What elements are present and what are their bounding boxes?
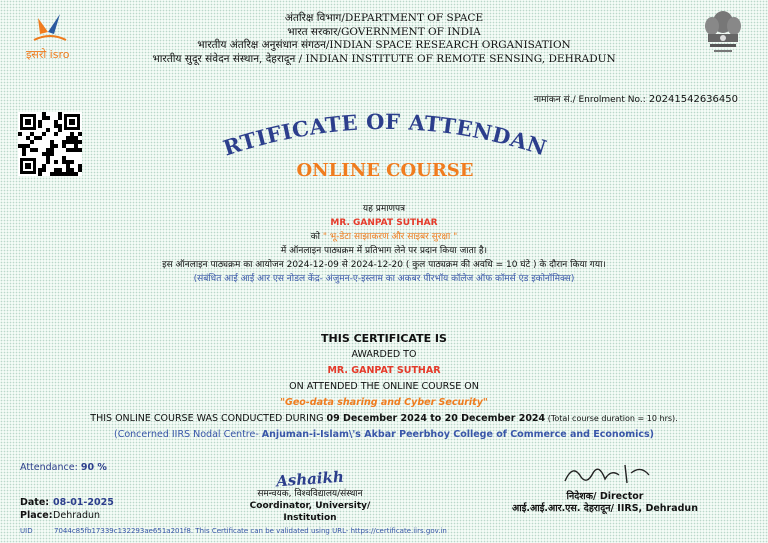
director-title: निदेशक/ Director (566, 491, 644, 502)
header-line-2: भारत सरकार/GOVERNMENT OF INDIA (287, 25, 481, 38)
header-line-1: अंतरिक्ष विभाग/DEPARTMENT OF SPACE (284, 12, 484, 24)
uid-value: 7044c85fb17339c132293ae651a201f8. This Certificate can be validated using URL- https://certificate.iirs.gov.in (54, 527, 447, 535)
hindi-line-3 (0, 230, 768, 244)
english-course-dates: 09 December 2024 to 20 December 2024 (326, 413, 546, 424)
uid-label: UID (20, 527, 33, 535)
director-signature-block (505, 455, 705, 515)
national-emblem-icon (700, 8, 746, 70)
date-place (20, 496, 114, 522)
place-value: Dehradun (53, 510, 101, 521)
english-nodal-centre: Anjuman-i-Islam\'s Akbar Peerbhoy College of Commerce and Economics) (261, 429, 655, 440)
enrolment-value: 20241542636450 (648, 94, 738, 105)
english-line-4: ON ATTENDED THE ONLINE COURSE ON (289, 381, 479, 392)
header-line-4: भारतीय सुदूर संवेदन संस्थान, देहरादून / INDIAN INSTITUTE OF REMOTE SENSING, DEHRADUN (152, 52, 616, 65)
svg-text:CERTIFICATE OF ATTENDANCE (200, 100, 550, 161)
hindi-recipient-name: MR. GANPAT SUTHAR (330, 218, 438, 228)
date-row (20, 496, 114, 509)
place-label: Place: (20, 510, 53, 521)
director-institute: आई.आई.आर.एस. देहरादून/ IIRS, Dehradun (512, 503, 698, 514)
coordinator-signature: Ashaikh (275, 467, 345, 491)
header-line-3: भारतीय अंतरिक्ष अनुसंधान संगठन/INDIAN SPACE RESEARCH ORGANISATION (197, 39, 571, 51)
english-line-7 (0, 427, 768, 443)
english-line-7-a: (Concerned IIRS Nodal Centre- (113, 429, 262, 440)
date-value: 08-01-2025 (53, 497, 114, 508)
hindi-line-4: में ऑनलाइन पाठ्यक्रम में प्रतिभाग लेने पर प्रदान किया जाता है। (280, 246, 488, 256)
date-label: Date: (20, 497, 50, 508)
hindi-block (0, 202, 768, 286)
attendance (20, 462, 107, 473)
qr-code-icon (18, 112, 82, 176)
english-line-6-a: THIS ONLINE COURSE WAS CONDUCTED DURING (90, 413, 327, 424)
english-recipient-name: MR. GANPAT SUTHAR (327, 365, 441, 376)
attendance-value: 90 % (80, 462, 107, 473)
hindi-line-1: यह प्रमाणपत्र (362, 204, 406, 214)
english-line-2: AWARDED TO (351, 349, 417, 360)
isro-logo-text: इसरो isro (26, 48, 70, 61)
english-line-6 (0, 411, 768, 427)
coordinator-signature-block (230, 467, 390, 524)
title-main: RTIFICATE OF ATTENDAN (220, 108, 550, 161)
hindi-line-6: (संबंधित आई आई आर एस नोडल केंद्र- अंजुमन-ए-इस्लाम का अकबर पीरभॉय कॉलेज ऑफ कॉमर्स एंड इकोनॉमिक्स) (193, 274, 575, 284)
attendance-label: Attendance: (20, 462, 78, 473)
english-line-6-c: (Total course duration = 10 hrs). (545, 414, 678, 423)
header (0, 12, 768, 66)
uid (20, 527, 447, 535)
hindi-line-3-prefix: को (310, 232, 320, 242)
hindi-course-name: " भू-डेटा साझाकरण और साइबर सुरक्षा " (322, 232, 458, 242)
english-block (0, 331, 768, 443)
place-row (20, 509, 114, 522)
title-sub: ONLINE COURSE (296, 160, 474, 180)
certificate-title (200, 100, 570, 180)
english-line-1: THIS CERTIFICATE IS (321, 332, 447, 345)
coordinator-english: Coordinator, University/ Institution (249, 501, 371, 523)
coordinator-hindi: समन्वयक, विश्वविद्यालय/संस्थान (257, 489, 363, 499)
director-signature-icon (505, 455, 705, 491)
enrolment-label: नामांकन सं./ Enrolment No.: (533, 95, 646, 105)
hindi-line-5: इस ऑनलाइन पाठ्यक्रम का आयोजन 2024-12-09 से 2024-12-20 ( कुल पाठ्यक्रम की अवधि = 10 घंटे ) के दौरान किया गया। (162, 260, 606, 270)
english-course-name: "Geo-data sharing and Cyber Security" (280, 397, 488, 408)
